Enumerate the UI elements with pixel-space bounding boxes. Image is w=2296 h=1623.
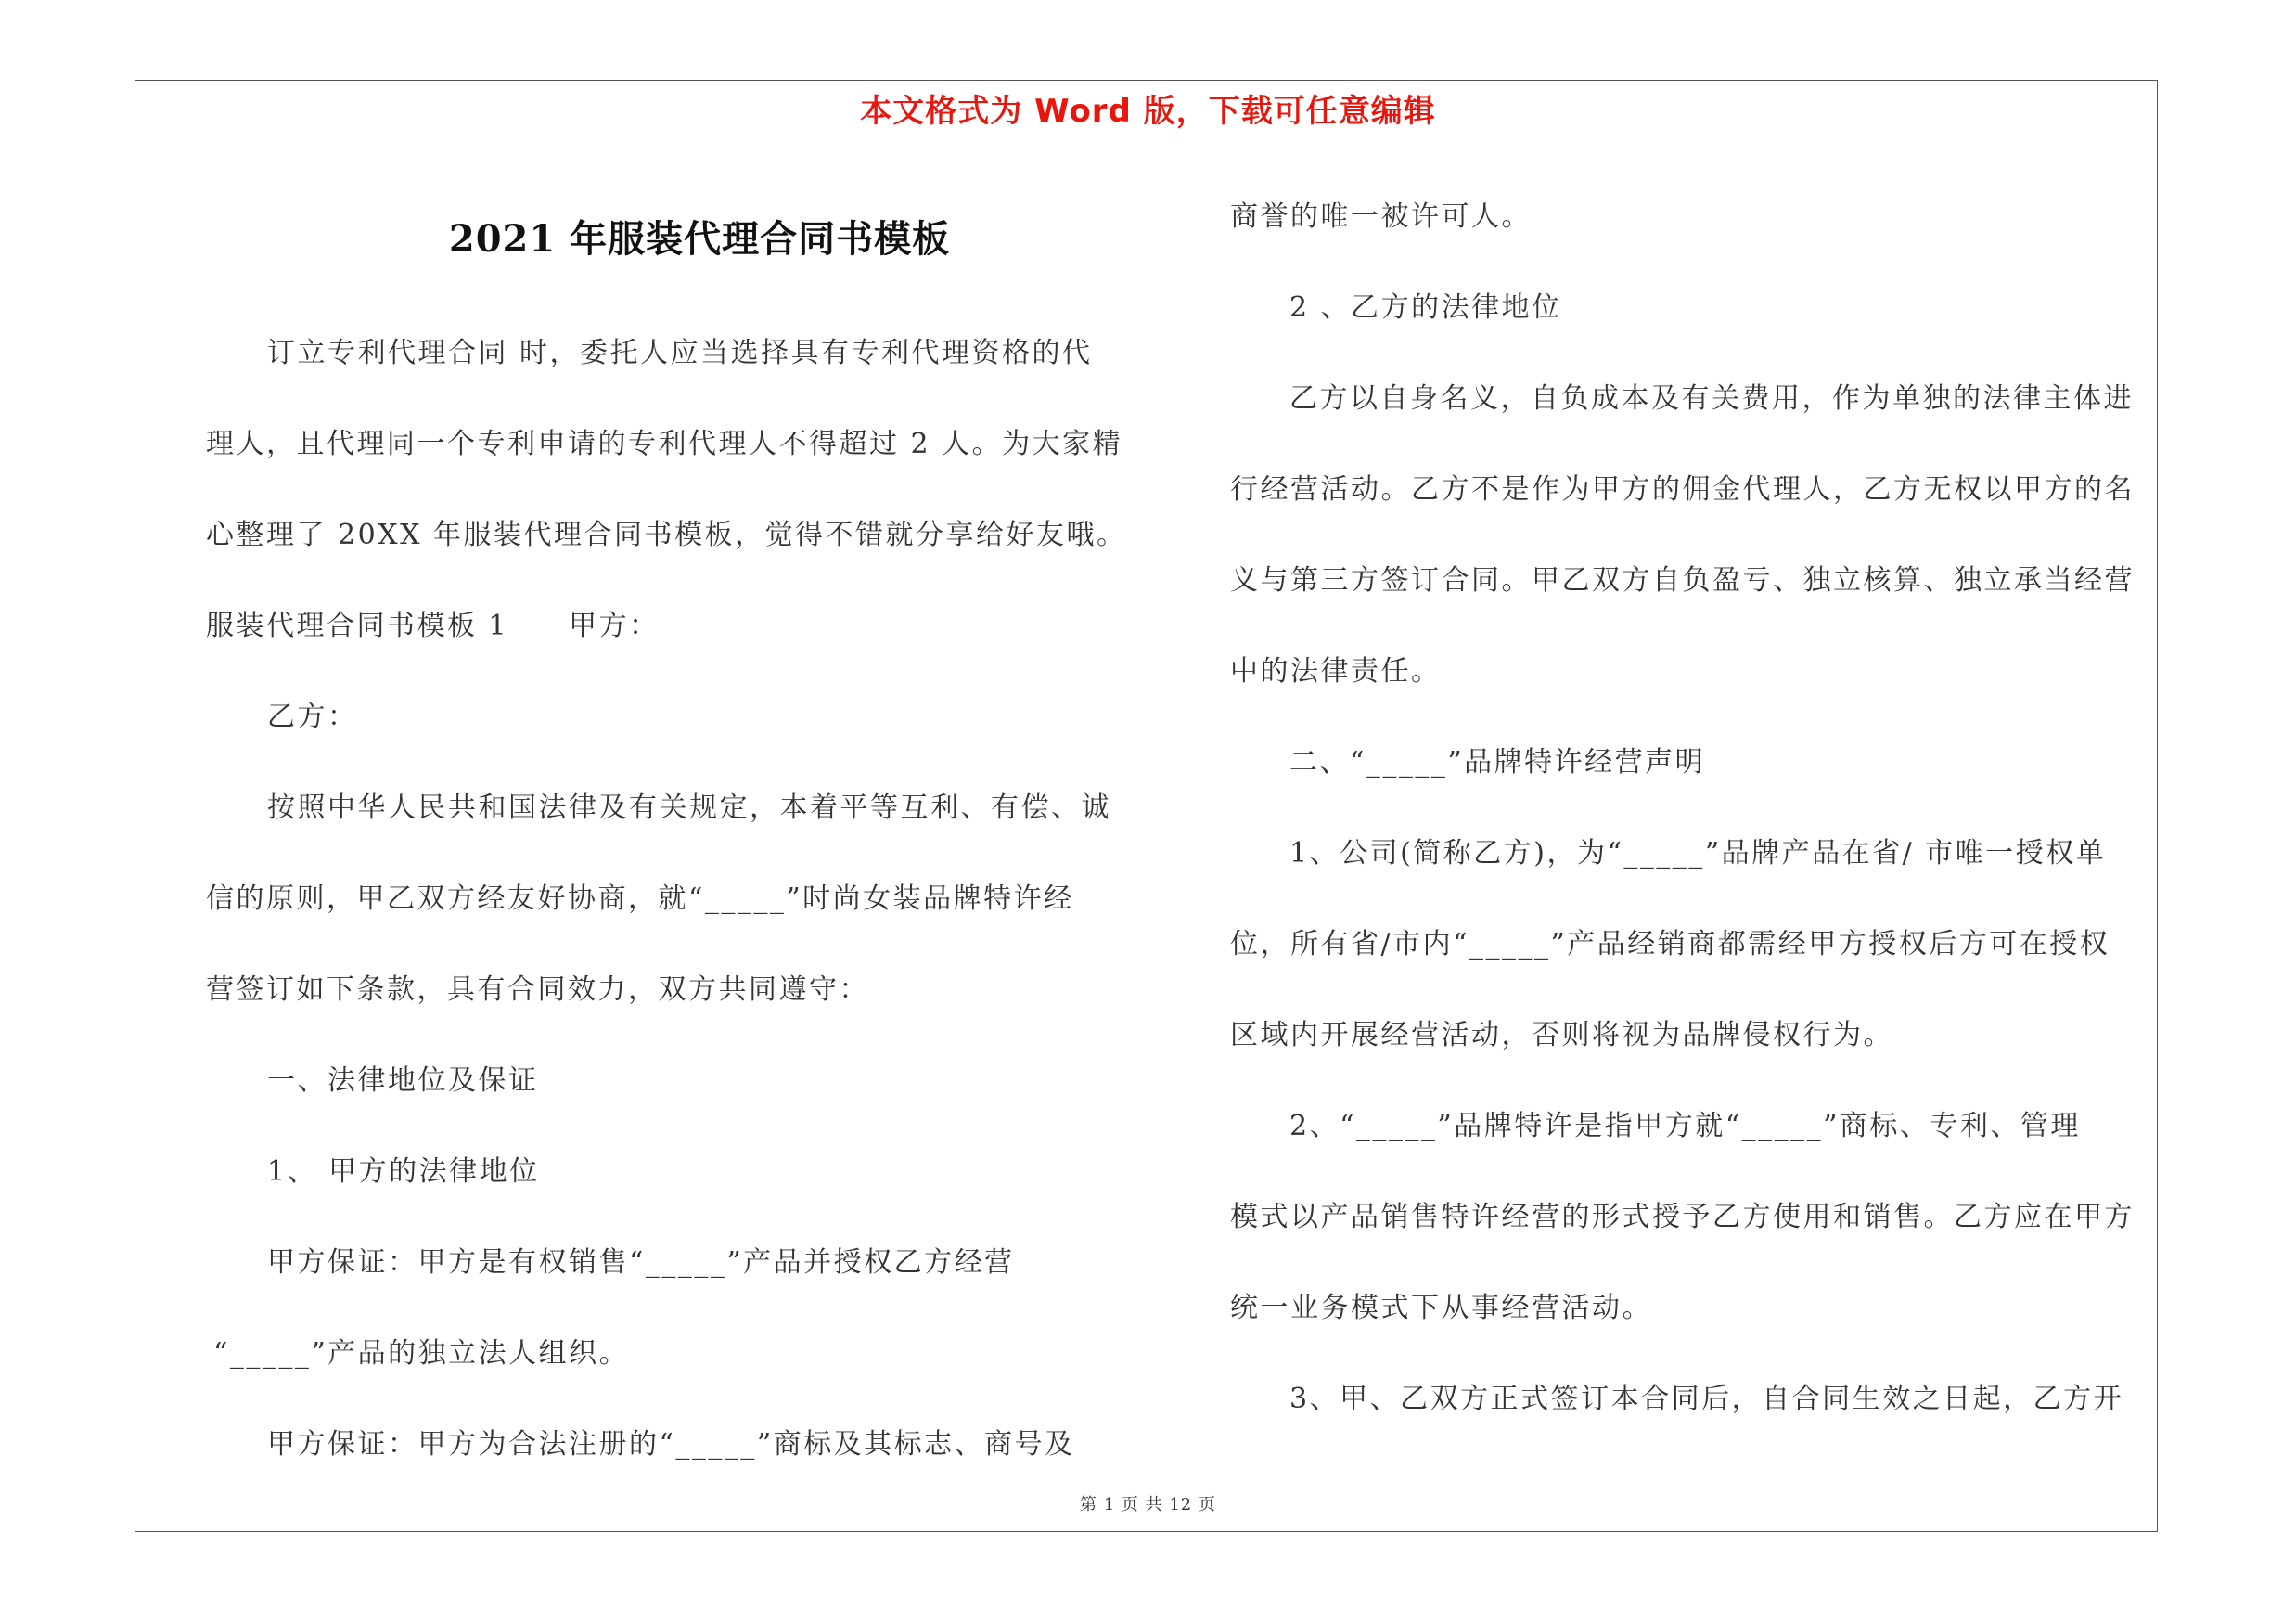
paragraph-line: “_____”产品的独立法人组织。: [213, 1337, 630, 1370]
paragraph-line: 甲方保证：甲方是有权销售“_____”产品并授权乙方经营: [267, 1246, 1015, 1279]
paragraph-line: 信的原则，甲乙双方经友好协商，就“_____”时尚女装品牌特许经: [206, 882, 1074, 915]
paragraph-line: 乙方以自身名义，自负成本及有关费用，作为单独的法律主体进: [1289, 382, 2134, 415]
paragraph-line: 义与第三方签订合同。甲乙双方自负盈亏、独立核算、独立承当经营: [1230, 564, 2135, 597]
word-format-banner: 本文格式为 Word 版，下载可任意编辑: [860, 93, 1436, 130]
paragraph-line: 3、甲、乙双方正式签订本合同后，自合同生效之日起，乙方开: [1289, 1383, 2124, 1415]
paragraph-line: 理人，且代理同一个专利申请的专利代理人不得超过 2 人。为大家精: [206, 428, 1123, 460]
paragraph-line: 乙方：: [267, 701, 358, 733]
paragraph-line: 甲方保证：甲方为合法注册的“_____”商标及其标志、商号及: [267, 1428, 1075, 1461]
paragraph-line: 2、“_____”品牌特许是指甲方就“_____”商标、专利、管理: [1289, 1110, 2081, 1142]
section-heading: 一、法律地位及保证: [267, 1064, 539, 1097]
paragraph-line: 统一业务模式下从事经营活动。: [1230, 1292, 1652, 1324]
paragraph-line: 中的法律责任。: [1230, 655, 1442, 688]
paragraph-line: 商誉的唯一被许可人。: [1230, 200, 1532, 233]
paragraph-line: 订立专利代理合同 时，委托人应当选择具有专利代理资格的代: [267, 337, 1093, 369]
paragraph-line: 服装代理合同书模板 1 甲方：: [206, 610, 660, 642]
paragraph-line: 区域内开展经营活动，否则将视为品牌侵权行为。: [1230, 1019, 1893, 1051]
paragraph-line: 1、公司(简称乙方)，为“_____”品牌产品在省/ 市唯一授权单: [1289, 837, 2107, 869]
paragraph-line: 行经营活动。乙方不是作为甲方的佣金代理人，乙方无权以甲方的名: [1230, 473, 2135, 506]
document-title: 2021 年服装代理合同书模板: [448, 217, 951, 261]
paragraph-line: 心整理了 20XX 年服装代理合同书模板，觉得不错就分享给好友哦。: [206, 519, 1127, 551]
subsection-heading: 2 、乙方的法律地位: [1289, 291, 1562, 324]
page-number-footer: 第 1 页 共 12 页: [1080, 1495, 1216, 1514]
paragraph-line: 位，所有省/市内“_____”产品经销商都需经甲方授权后方可在授权: [1230, 928, 2110, 960]
paragraph-line: 营签订如下条款，具有合同效力，双方共同遵守：: [206, 973, 869, 1006]
paragraph-line: 模式以产品销售特许经营的形式授予乙方使用和销售。乙方应在甲方: [1230, 1201, 2135, 1233]
section-heading: 二、“_____”品牌特许经营声明: [1289, 746, 1706, 779]
paragraph-line: 按照中华人民共和国法律及有关规定，本着平等互利、有偿、诚: [267, 792, 1111, 824]
subsection-heading: 1、 甲方的法律地位: [267, 1155, 540, 1188]
